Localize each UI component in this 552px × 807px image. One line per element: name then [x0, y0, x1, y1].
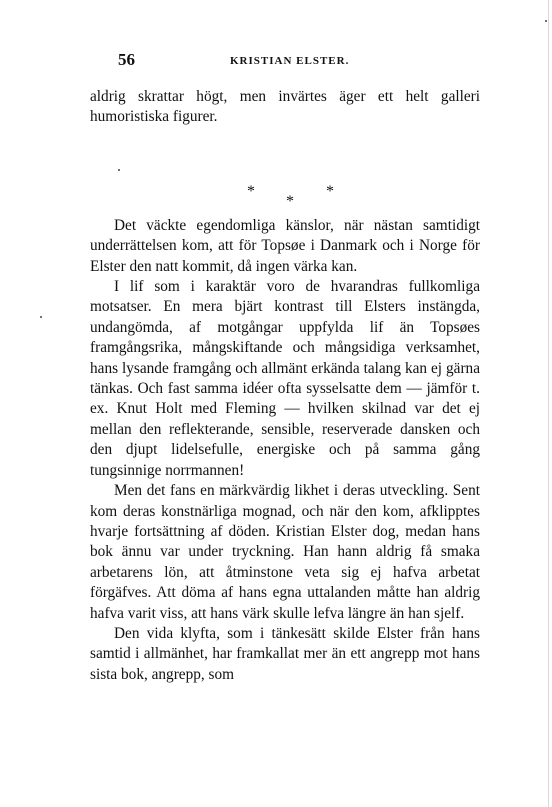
section-break-asterism: [90, 128, 480, 216]
paper-speck: [40, 316, 42, 318]
paragraph: I lif som i karaktär voro de hvarandras fullkomliga motsatser. En mera bjärt kontrast till Elsters instängda, undangömda, af motgångar uppfylda lif än Topsøes framgångsrika, mångskiftande och mångsidiga verksamhet, hans lysande framgång och allmänt erkända talang kan ej gärna tänkas. Och fast samma idéer ofta sysselsatte dem — jämför t. ex. Knut Holt med Fleming — hvilken skilnad var det ej mellan den reflekterande, sensible, reserverade dansken och den djupt lidelsefulle, energiske och på samma gång tungsinnige norrmannen!: [90, 278, 480, 479]
page-header: [118, 50, 508, 74]
asterisk-2: *: [286, 192, 294, 210]
paper-speck: [545, 20, 547, 22]
paragraph-continuation: aldrig skrattar högt, men invärtes äger ett helt galleri humoristiska figurer.: [90, 88, 480, 126]
paragraph: Den vida klyfta, som i tänkesätt skilde Elster från hans samtid i allmänhet, har framkallat mer än ett angrepp mot hans sista bok, angrepp, som: [90, 624, 480, 683]
running-head: KRISTIAN ELSTER.: [230, 55, 350, 67]
page-edge: [548, 0, 549, 807]
page-number: 56: [118, 50, 135, 69]
paragraph: Men det fans en märkvärdig likhet i deras utveckling. Sent kom deras konstnärliga mognad, och när den kom, afklipptes hvarje fortsättning af döden. Kristian Elster dog, medan hans bok ännu var under tryckning. Han hann aldrig få smaka arbetarens lön, att åtminstone veta sig ej hafva arbetat förgäfves. Att döma af hans egna uttalanden måtte han aldrig hafva varit viss, att hans värk skulle lefva längre än han sjelf.: [90, 482, 480, 622]
body-text: [90, 87, 480, 685]
paragraph: Det väckte egendomliga känslor, när nästan samtidigt underrättelsen kom, att för Topsøe i Danmark och i Norge för Elster den natt kommit, då ingen värka kan.: [90, 216, 480, 275]
asterisk-1: *: [247, 182, 255, 200]
paper-speck: [118, 169, 120, 171]
asterisk-3: *: [326, 182, 334, 200]
